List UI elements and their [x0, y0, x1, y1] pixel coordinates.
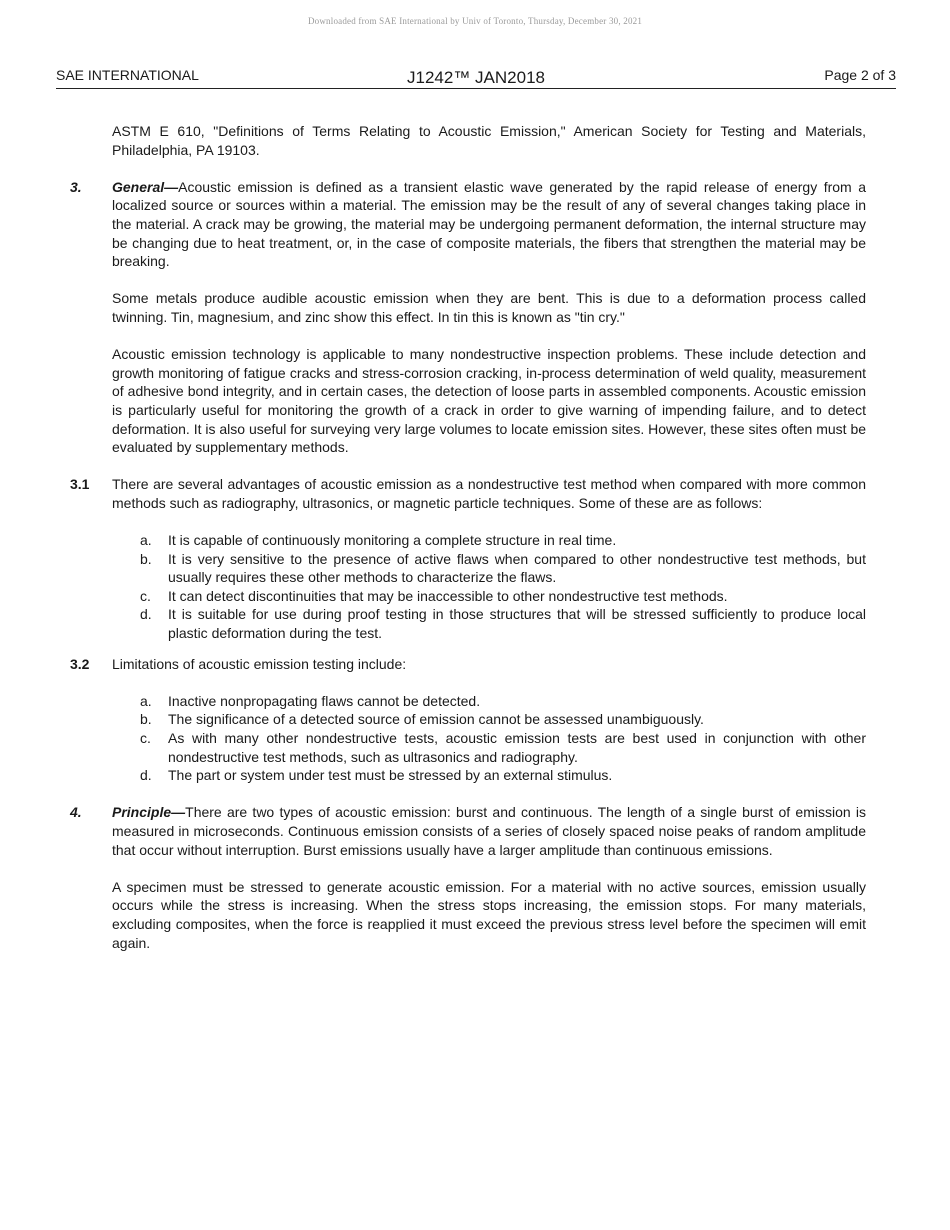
list-label: a.	[140, 532, 152, 549]
section-number: 4.	[70, 804, 82, 821]
list-item	[140, 766, 866, 785]
list-item	[140, 692, 866, 711]
header-organization: SAE INTERNATIONAL	[56, 67, 199, 83]
list-label: d.	[140, 767, 152, 784]
section-heading: Principle—	[112, 804, 186, 821]
list-text: The part or system under test must be stressed by an external stimulus.	[168, 767, 613, 784]
list-label: b.	[140, 550, 152, 567]
section-3-paragraph-2: Some metals produce audible acoustic emission when they are bent. This is due to a deformation process called twinning. Tin, magnesium, and zinc show this effect. In tin this is known as "tin cry."	[112, 290, 866, 325]
section-3-1-intro: There are several advantages of acoustic emission as a nondestructive test method when compared with more common methods such as radiography, ultrasonics, or magnetic particle techniques. Some of these are as follows:	[112, 476, 866, 511]
list-label: d.	[140, 606, 152, 623]
list-item	[140, 605, 866, 642]
list-item	[140, 729, 866, 766]
section-3-paragraph-3: Acoustic emission technology is applicable to many nondestructive inspection problems. These include detection and growth monitoring of fatigue cracks and stress-corrosion cracking, in-process determination of weld quality, measurement of adhesive bond integrity, and in certain cases, the detection of loose parts in assembled components. Acoustic emission is particularly useful for monitoring the growth of a crack in order to give warning of impending failure, and to detect deformation. It is also useful for surveying very large volumes to locate emission sites. However, these sites often must be evaluated by supplementary methods.	[112, 346, 867, 456]
paragraph-text: There are two types of acoustic emission: burst and continuous. The length of a single burst of emission is measured in microseconds. Continuous emission consists of a series of closely spaced noise peaks of random amplitude that occur without interruption. Burst emissions usually have a larger amplitude than continuous emissions.	[112, 804, 866, 858]
section-3-paragraph-1	[112, 178, 866, 271]
list-text: It is capable of continuously monitoring a complete structure in real time.	[168, 532, 617, 549]
section-3-general	[70, 178, 866, 457]
list-text: The significance of a detected source of emission cannot be assessed unambiguously.	[168, 711, 704, 728]
section-4-paragraph-2: A specimen must be stressed to generate acoustic emission. For a material with no active sources, emission usually occurs while the stress is increasing. When the stress stops increasing, the emission stops. For many materials, excluding composites, when the force is reapplied it must exceed the previous stress level before the specimen will emit again.	[112, 878, 866, 951]
page-header	[56, 66, 896, 89]
list-label: a.	[140, 692, 152, 709]
list-label: c.	[140, 730, 151, 746]
document-body	[70, 122, 866, 952]
list-item	[140, 587, 866, 606]
header-document-id: J1242™ JAN2018	[407, 68, 545, 87]
section-number: 3.1	[70, 476, 90, 493]
limitations-list	[112, 692, 866, 785]
section-4-principle	[70, 803, 866, 952]
list-item	[140, 531, 866, 550]
reference-text: ASTM E 610, "Definitions of Terms Relating to Acoustic Emission," American Society for Testing and Materials, Philadelphia, PA 19103.	[112, 123, 866, 158]
section-4-paragraph-1	[112, 803, 866, 859]
list-item	[140, 710, 866, 729]
section-heading: General—	[112, 178, 179, 195]
reference-astm-e610	[70, 122, 866, 159]
header-page-number: Page 2 of 3	[824, 67, 896, 83]
advantages-list	[112, 531, 866, 643]
paragraph-text: Acoustic emission is defined as a transient elastic wave generated by the rapid release of energy from a localized source or sources within a material. The emission may be the result of any of several changes taking place in the material. A crack may be growing, the material may be undergoing permanent deformation, the internal structure may be changing due to heat treatment, or, in the case of composite materials, the fibers that strengthen the material may be breaking.	[112, 178, 866, 270]
section-3-2-intro: Limitations of acoustic emission testing include:	[112, 655, 407, 672]
list-text: It can detect discontinuities that may be inaccessible to other nondestructive test methods.	[168, 587, 728, 604]
section-3-1-advantages	[70, 475, 866, 642]
section-number: 3.	[70, 178, 82, 195]
section-3-2-limitations	[70, 655, 866, 785]
list-label: b.	[140, 711, 152, 728]
list-item	[140, 550, 866, 587]
download-watermark: Downloaded from SAE International by Univ of Toronto, Thursday, December 30, 2021	[307, 16, 643, 26]
list-text: It is very sensitive to the presence of active flaws when compared to other nondestructive test methods, but usually requires these other methods to characterize the flaws.	[168, 550, 866, 586]
list-label: c.	[140, 587, 151, 604]
section-number: 3.2	[70, 655, 90, 672]
list-text: It is suitable for use during proof testing in those structures that will be stressed sufficiently to produce local plastic deformation during the test.	[168, 606, 866, 642]
list-text: Inactive nonpropagating flaws cannot be detected.	[168, 692, 481, 709]
list-text: As with many other nondestructive tests, acoustic emission tests are best used in conjunction with other nondestructive test methods, such as ultrasonics and radiography.	[168, 730, 866, 765]
